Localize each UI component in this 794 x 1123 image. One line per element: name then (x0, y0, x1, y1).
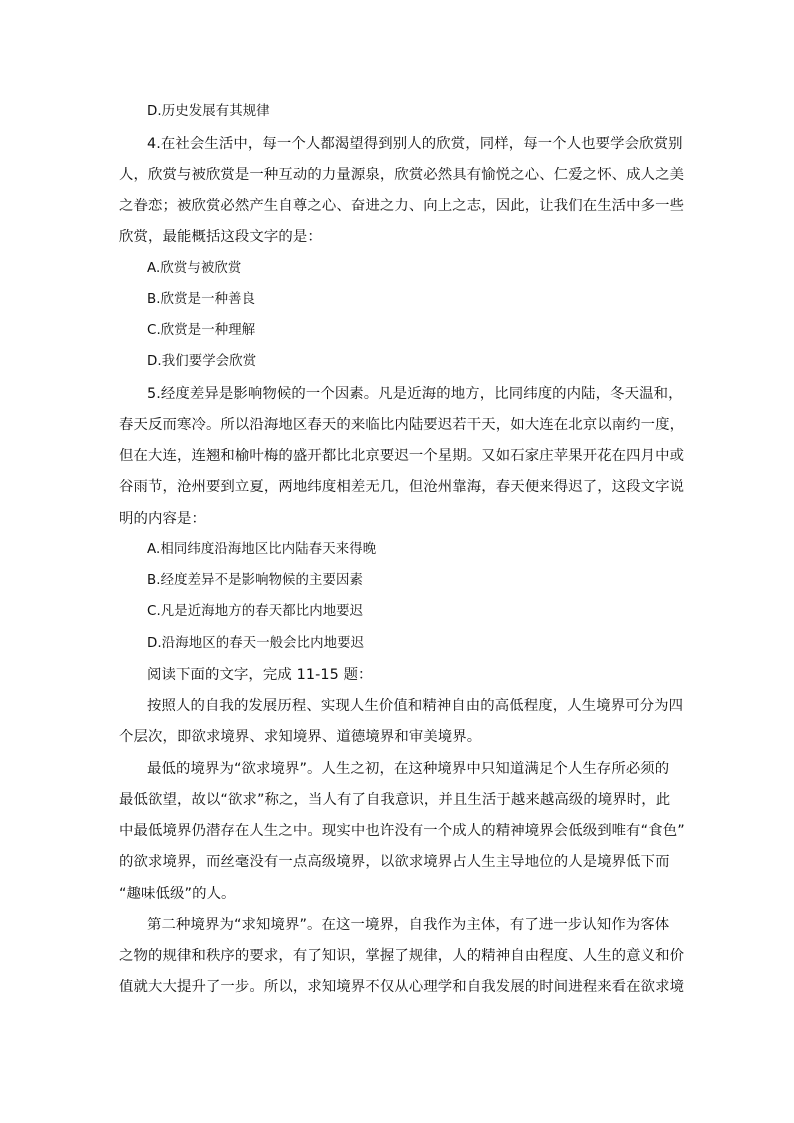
question-4-option-a: A.欣赏与被欣赏 (147, 261, 242, 276)
passage-para-3-line-3: 值就大大提升了一步。所以，求知境界不仅从心理学和自我发展的时间进程来看在欲求境 (119, 979, 685, 995)
option-d-history: D.历史发展有其规律 (147, 104, 270, 119)
passage-para-2-line-5: “趣味低级”的人。 (119, 886, 236, 902)
passage-para-1-line-1: 按照人的自我的发展历程、实现人生价值和精神自由的高低程度，人生境界可分为四 (147, 698, 684, 714)
question-4-option-c: C.欣赏是一种理解 (147, 323, 256, 338)
question-4-stem-line-2: 人，欣赏与被欣赏是一种互动的力量源泉，欣赏必然具有愉悦之心、仁爱之怀、成人之美 (119, 167, 685, 183)
question-4-stem-line-4: 欣赏，最能概括这段文字的是： (119, 229, 322, 245)
question-5-option-a: A.相同纬度沿海地区比内陆春天来得晚 (147, 542, 377, 557)
question-5-option-c: C.凡是近海地方的春天都比内地要迟 (147, 604, 364, 619)
question-4-stem-line-3: 之眷恋；被欣赏必然产生自尊之心、奋进之力、向上之志，因此，让我们在生活中多一些 (119, 198, 685, 214)
question-5-stem-line-3: 但在大连，连翘和榆叶梅的盛开都比北京要迟一个星期。又如石家庄苹果开花在四月中或 (119, 448, 685, 464)
question-5-stem-line-1: 5.经度差异是影响物候的一个因素。凡是近海的地方，比同纬度的内陆，冬天温和， (147, 386, 683, 402)
passage-para-2-line-3: 中最低境界仍潜存在人生之中。现实中也许没有一个成人的精神境界会低级到唯有“食色” (119, 823, 685, 839)
passage-para-3-line-2: 之物的规律和秩序的要求，有了知识，掌握了规律，人的精神自由程度、人生的意义和价 (119, 948, 685, 964)
passage-para-1-line-2: 个层次，即欲求境界、求知境界、道德境界和审美境界。 (119, 729, 482, 745)
question-5-stem-line-4: 谷雨节，沧州要到立夏，两地纬度相差无几，但沧州靠海，春天便来得迟了，这段文字说 (119, 479, 685, 495)
question-5-option-b: B.经度差异不是影响物候的主要因素 (147, 573, 364, 588)
passage-para-2-line-4: 的欲求境界，而丝毫没有一点高级境界，以欲求境界占人生主导地位的人是境界低下而 (119, 854, 670, 870)
question-5-option-d: D.沿海地区的春天一般会比内地要迟 (147, 636, 365, 651)
question-5-stem-line-2: 春天反而寒冷。所以沿海地区春天的来临比内陆要迟若干天，如大连在北京以南约一度， (119, 417, 685, 433)
passage-para-2-line-2: 最低欲望，故以“欲求”称之，当人有了自我意识，并且生活于越来越高级的境界时，此 (119, 792, 671, 808)
passage-para-3-line-1: 第二种境界为“求知境界”。在这一境界，自我作为主体，有了进一步认知作为客体 (147, 917, 670, 933)
question-4-stem-line-1: 4.在社会生活中，每一个人都渴望得到别人的欣赏，同样，每一个人也要学会欣赏别 (147, 136, 683, 152)
passage-para-2-line-1: 最低的境界为“欲求境界”。人生之初，在这种境界中只知道满足个人生存所必须的 (147, 761, 670, 777)
question-4-option-d: D.我们要学会欣赏 (147, 354, 257, 369)
question-4-option-b: B.欣赏是一种善良 (147, 292, 256, 307)
question-5-stem-line-5: 明的内容是： (119, 511, 206, 527)
reading-instruction: 阅读下面的文字，完成 11-15 题： (147, 667, 373, 683)
